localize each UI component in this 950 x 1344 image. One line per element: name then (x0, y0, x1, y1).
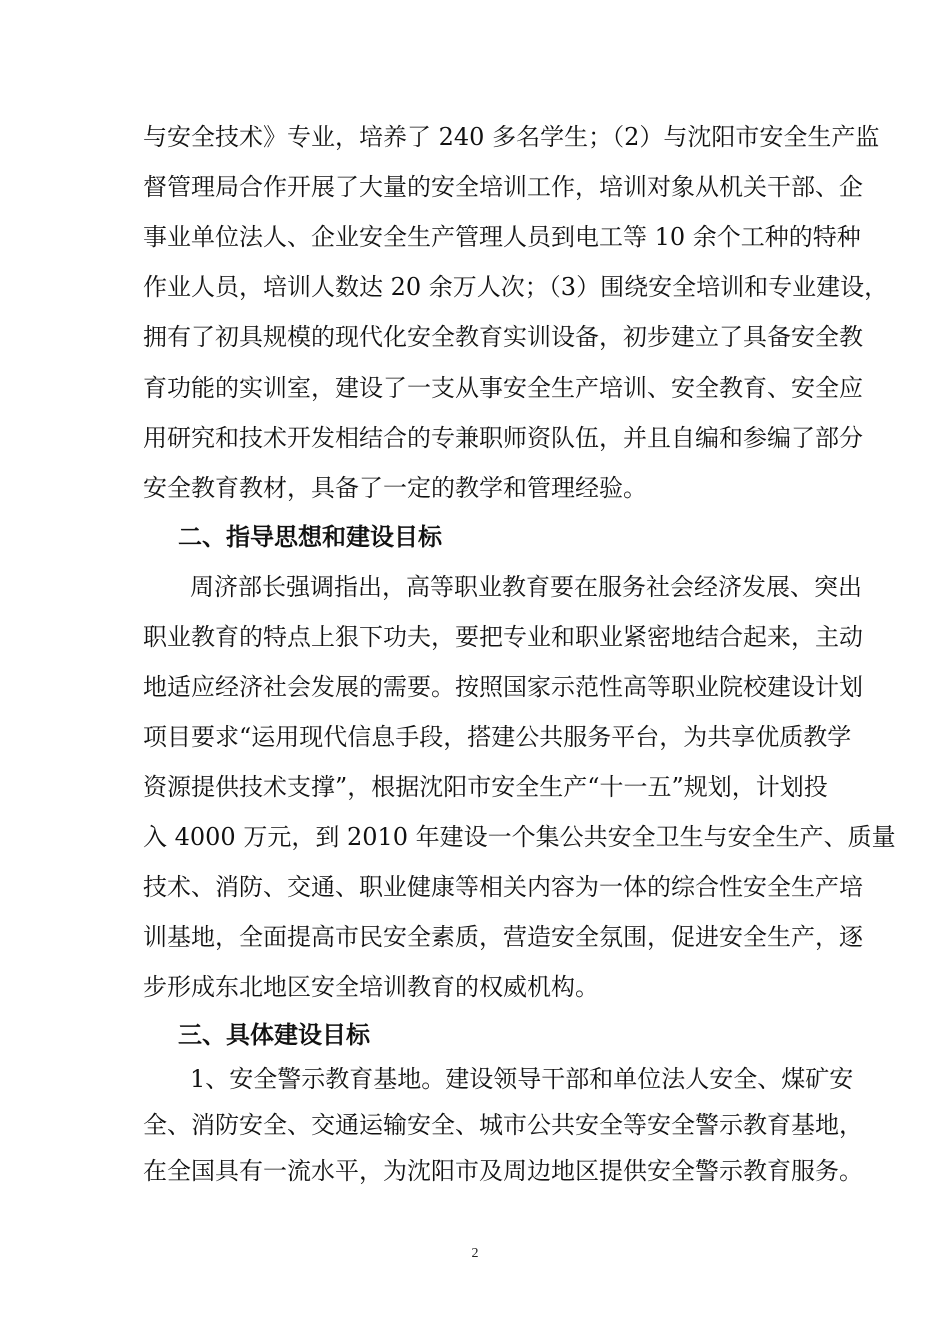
body-text-line: 训基地，全面提高市民安全素质，营造安全氛围，促进安全生产，逐 (143, 923, 863, 951)
body-text-line: 1、安全警示教育基地。建设领导干部和单位法人安全、煤矿安 (190, 1065, 854, 1093)
body-text-line: 安全教育教材，具备了一定的教学和管理经验。 (143, 474, 647, 502)
body-text-line: 资源提供技术支撑”，根据沈阳市安全生产“十一五”规划，计划投 (143, 773, 828, 801)
body-text-line: 在全国具有一流水平，为沈阳市及周边地区提供安全警示教育服务。 (143, 1157, 863, 1185)
body-text-line: 事业单位法人、企业安全生产管理人员到电工等 10 余个工种的特种 (143, 223, 861, 251)
body-text-line: 督管理局合作开展了大量的安全培训工作，培训对象从机关干部、企 (143, 173, 863, 201)
body-text-line: 用研究和技术开发相结合的专兼职师资队伍，并且自编和参编了部分 (143, 424, 863, 452)
body-text-line: 周济部长强调指出，高等职业教育要在服务社会经济发展、突出 (190, 573, 862, 601)
body-text-line: 育功能的实训室，建设了一支从事安全生产培训、安全教育、安全应 (143, 374, 863, 402)
body-text-line: 职业教育的特点上狠下功夫，要把专业和职业紧密地结合起来，主动 (143, 623, 863, 651)
body-text-line: 步形成东北地区安全培训教育的权威机构。 (143, 973, 599, 1001)
body-text-line: 地适应经济社会发展的需要。按照国家示范性高等职业院校建设计划 (143, 673, 863, 701)
body-text-line: 项目要求“运用现代信息手段，搭建公共服务平台，为共享优质教学 (143, 723, 852, 751)
body-text-line: 全、消防安全、交通运输安全、城市公共安全等安全警示教育基地， (143, 1111, 863, 1139)
body-text-line: 入 4000 万元，到 2010 年建设一个集公共安全卫生与安全生产、质量 (143, 823, 896, 851)
section-heading: 三、具体建设目标 (178, 1021, 370, 1049)
page-number: 2 (471, 1246, 479, 1261)
section-heading: 二、指导思想和建设目标 (178, 523, 442, 551)
body-text-line: 拥有了初具规模的现代化安全教育实训设备，初步建立了具备安全教 (143, 323, 863, 351)
body-text-line: 与安全技术》专业，培养了 240 多名学生；（2）与沈阳市安全生产监 (143, 123, 880, 151)
body-text-line: 技术、消防、交通、职业健康等相关内容为一体的综合性安全生产培 (143, 873, 863, 901)
body-text-line: 作业人员，培训人数达 20 余万人次；（3）围绕安全培训和专业建设， (143, 273, 889, 301)
